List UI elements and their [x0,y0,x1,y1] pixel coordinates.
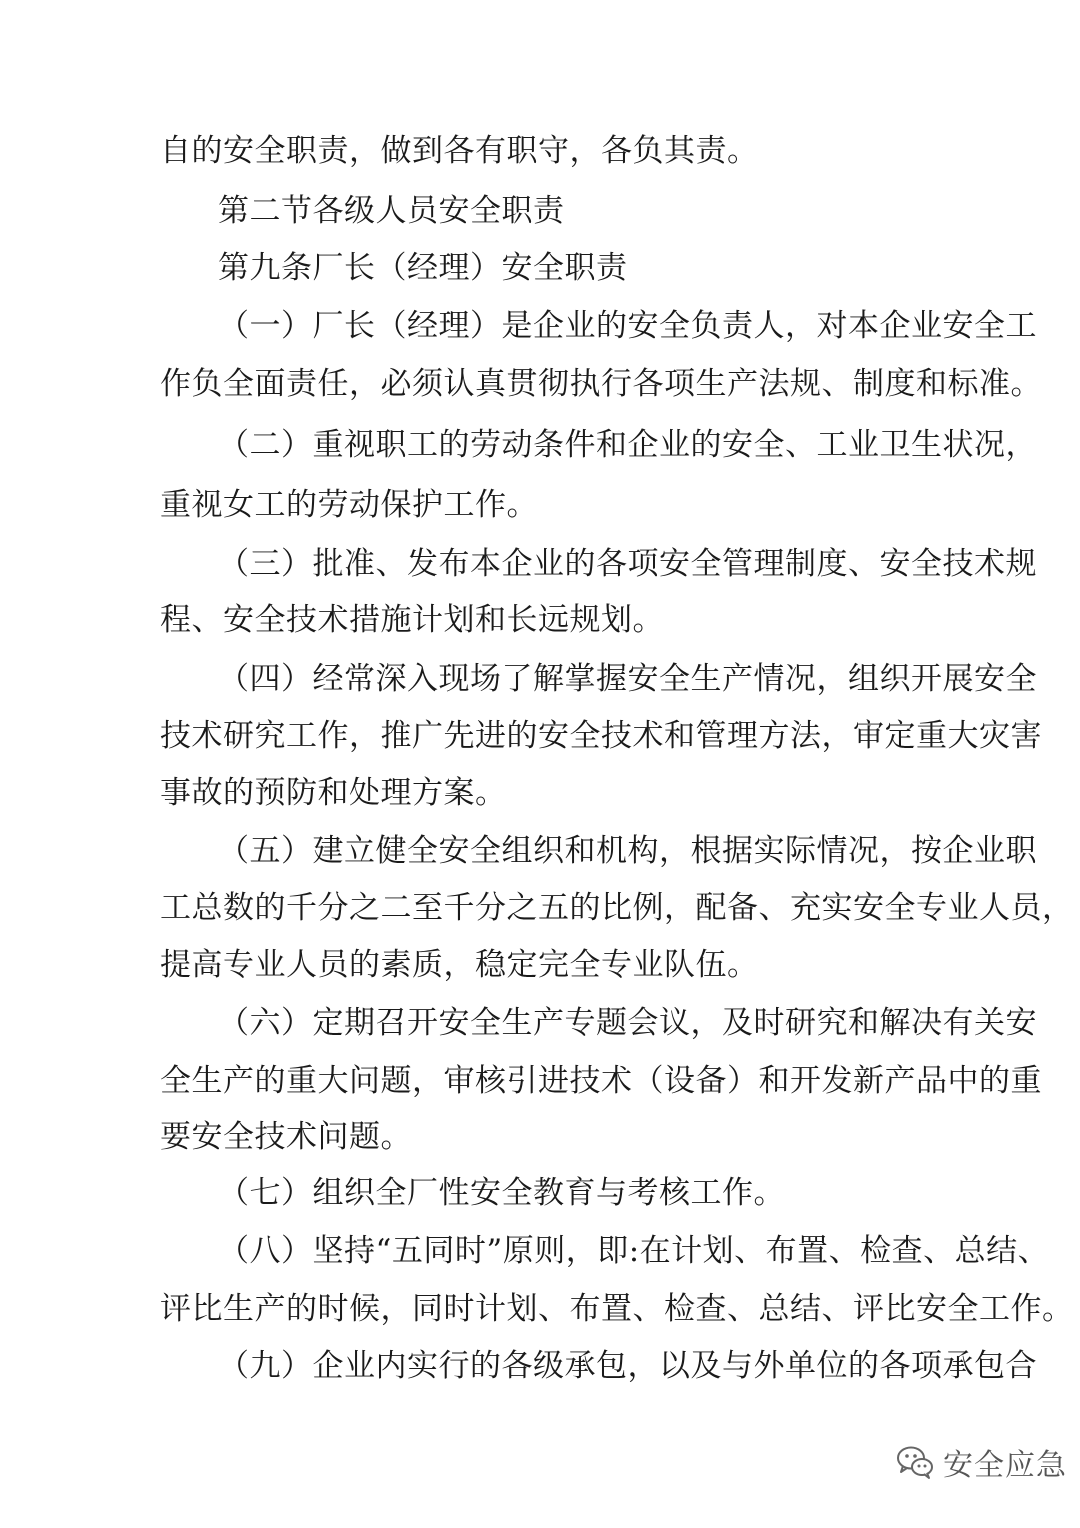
section-heading: 第二节各级人员安全职责 [218,193,565,229]
text-line: 技术研究工作，推广先进的安全技术和管理方法，审定重大灾害 [160,718,1042,754]
text-line: 程、安全技术措施计划和长远规划。 [160,602,664,638]
text-line: （五）建立健全安全组织和机构，根据实际情况，按企业职 [218,833,1037,869]
text-line: 评比生产的时候，同时计划、布置、检查、总结、评比安全工作。 [160,1291,1074,1327]
text-line: （八）坚持“五同时”原则，即:在计划、布置、检查、总结、 [218,1233,1050,1269]
wechat-icon [895,1442,935,1482]
article-heading: 第九条厂长（经理）安全职责 [218,250,628,286]
text-line: 重视女工的劳动保护工作。 [160,487,538,523]
text-line: （七）组织全厂性安全教育与考核工作。 [218,1175,785,1211]
watermark [895,1440,1067,1484]
text-line: （六）定期召开安全生产专题会议，及时研究和解决有关安 [218,1005,1037,1041]
text-line: （二）重视职工的劳动条件和企业的安全、工业卫生状况， [218,427,1037,463]
text-line: （三）批准、发布本企业的各项安全管理制度、安全技术规 [218,546,1037,582]
text-line: 工总数的千分之二至千分之五的比例，配备、充实安全专业人员， [160,890,1074,926]
text-line: 提高专业人员的素质，稳定完全专业队伍。 [160,947,759,983]
text-line: （九）企业内实行的各级承包，以及与外单位的各项承包合 [218,1348,1037,1384]
text-line: 事故的预防和处理方案。 [160,775,507,811]
text-line: 要安全技术问题。 [160,1119,412,1155]
text-line: （四）经常深入现场了解掌握安全生产情况，组织开展安全 [218,661,1037,697]
text-line: 全生产的重大问题，审核引进技术（设备）和开发新产品中的重 [160,1063,1042,1099]
text-line: 作负全面责任，必须认真贯彻执行各项生产法规、制度和标准。 [160,366,1042,402]
watermark-text: 安全应急 [943,1448,1067,1483]
text-line: 自的安全职责，做到各有职守，各负其责。 [160,133,759,169]
text-line: （一）厂长（经理）是企业的安全负责人，对本企业安全工 [218,308,1037,344]
